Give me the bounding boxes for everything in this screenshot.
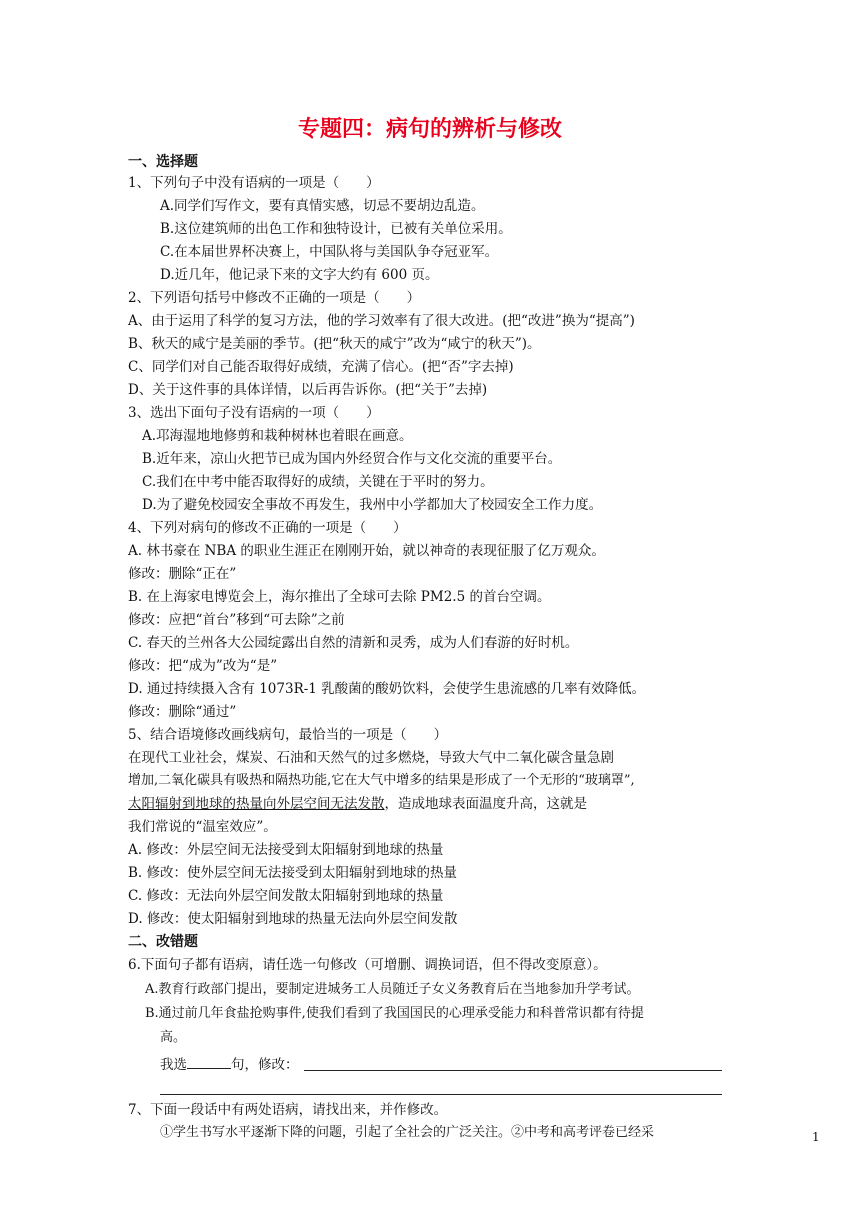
section-heading-choice: 一、选择题: [128, 154, 198, 170]
q2-option-a: A、由于运用了科学的复习方法，他的学习效率有了很大改进。(把“改进”换为“提高”): [128, 313, 635, 329]
q3-option-c: C.我们在中考中能否取得好的成绩，关键在于平时的努力。: [142, 474, 494, 490]
q1-option-d: D.近几年，他记录下来的文字大约有 600 页。: [160, 267, 439, 283]
q1-option-c: C.在本届世界杯决赛上，中国队将与美国队争夺冠亚军。: [160, 244, 499, 260]
q5-option-d: D. 修改：使太阳辐射到地球的热量无法向外层空间发散: [128, 911, 458, 927]
q6-answer-blank-1[interactable]: [304, 1069, 722, 1071]
q6-option-a: A.教育行政部门提出，要制定进城务工人员随迁子女义务教育后在当地参加升学考试。: [145, 982, 640, 997]
q5-stem: 5、结合语境修改画线病句，最恰当的一项是（ ）: [128, 727, 448, 743]
q3-stem: 3、选出下面句子没有语病的一项（ ）: [128, 405, 380, 421]
q6-stem: 6.下面句子都有语病，请任选一句修改（可增删、调换词语，但不得改变原意）。: [128, 957, 607, 973]
q7-stem: 7、下面一段话中有两处语病，请找出来，并作修改。: [128, 1102, 448, 1118]
page-title: 专题四：病句的辨析与修改: [297, 117, 562, 142]
q6-answer-row: [160, 1054, 299, 1074]
q4-fix-c: 修改：把“成为”改为“是”: [128, 658, 278, 674]
q3-option-a: A.邛海湿地地修剪和栽种树林也着眼在画意。: [142, 428, 413, 444]
q6-fix-label: 句，修改：: [231, 1057, 299, 1073]
q2-stem: 2、下列语句括号中修改不正确的一项是（ ）: [128, 290, 421, 306]
q4-option-a: A. 林书豪在 NBA 的职业生涯正在刚刚开始，就以神奇的表现征服了亿万观众。: [128, 543, 605, 559]
q1-stem: 1、下列句子中没有语病的一项是（ ）: [128, 175, 380, 191]
q5-option-c: C. 修改：无法向外层空间发散太阳辐射到地球的热量: [128, 888, 444, 904]
q4-option-b: B. 在上海家电博览会上，海尔推出了全球可去除 PM2.5 的首台空调。: [128, 589, 551, 605]
q5-passage-line-3-rest: ，造成地球表面温度升高，这就是: [384, 796, 587, 812]
q1-option-a: A.同学们写作文，要有真情实感，切忌不要胡边乱造。: [160, 198, 485, 214]
q5-option-a: A. 修改：外层空间无法接受到太阳辐射到地球的热量: [128, 842, 444, 858]
q6-option-b-line-1: B.通过前几年食盐抢购事件,使我们看到了我国国民的心理承受能力和科普常识都有待提: [145, 1006, 644, 1021]
q4-option-d: D. 通过持续摄入含有 1073R-1 乳酸菌的酸奶饮料，会使学生患流感的几率有效降低。: [128, 681, 646, 697]
q1-option-b: B.这位建筑师的出色工作和独特设计，已被有关单位采用。: [160, 221, 512, 237]
q5-passage-line-4: 我们常说的“温室效应”。: [128, 819, 277, 835]
q7-passage-line-1: ①学生书写水平逐渐下降的问题，引起了全社会的广泛关注。②中考和高考评卷已经采: [160, 1125, 655, 1140]
q6-option-b-line-2: 高。: [160, 1030, 187, 1045]
q2-option-c: C、同学们对自己能否取得好成绩，充满了信心。(把“否”字去掉): [128, 359, 514, 375]
q6-choice-blank[interactable]: [187, 1054, 231, 1069]
q2-option-b: B、秋天的咸宁是美丽的季节。(把“秋天的咸宁”改为“咸宁的秋天”)。: [128, 336, 541, 352]
q4-stem: 4、下列对病句的修改不正确的一项是（ ）: [128, 520, 407, 536]
q5-underlined-sentence: 太阳辐射到地球的热量向外层空间无法发散: [128, 796, 385, 812]
q5-option-b: B. 修改：使外层空间无法接受到太阳辐射到地球的热量: [128, 865, 458, 881]
section-heading-correction: 二、改错题: [128, 934, 198, 950]
q3-option-b: B.近年来，凉山火把节已成为国内外经贸合作与文化交流的重要平台。: [142, 451, 562, 467]
q5-passage-line-2: 增加,二氧化碳具有吸热和隔热功能,它在大气中增多的结果是形成了一个无形的“玻璃罩”,: [128, 773, 635, 788]
q2-option-d: D、关于这件事的具体详情，以后再告诉你。(把“关于”去掉): [128, 382, 488, 398]
q4-fix-a: 修改：删除“正在”: [128, 566, 237, 582]
q5-passage-line-3: [128, 795, 587, 813]
q3-option-d: D.为了避免校园安全事故不再发生，我州中小学都加大了校园安全工作力度。: [142, 497, 603, 513]
q5-passage-line-1: 在现代工业社会，煤炭、石油和天然气的过多燃烧，导致大气中二氧化碳含量急剧: [128, 750, 614, 766]
page-number: 1: [812, 1130, 820, 1144]
q4-fix-b: 修改：应把“首台”移到“可去除”之前: [128, 612, 345, 628]
q6-answer-blank-2[interactable]: [160, 1093, 722, 1095]
q4-fix-d: 修改：删除“通过”: [128, 704, 237, 720]
q6-choose-label: 我选: [160, 1057, 187, 1073]
q4-option-c: C. 春天的兰州各大公园绽露出自然的清新和灵秀，成为人们春游的好时机。: [128, 635, 579, 651]
